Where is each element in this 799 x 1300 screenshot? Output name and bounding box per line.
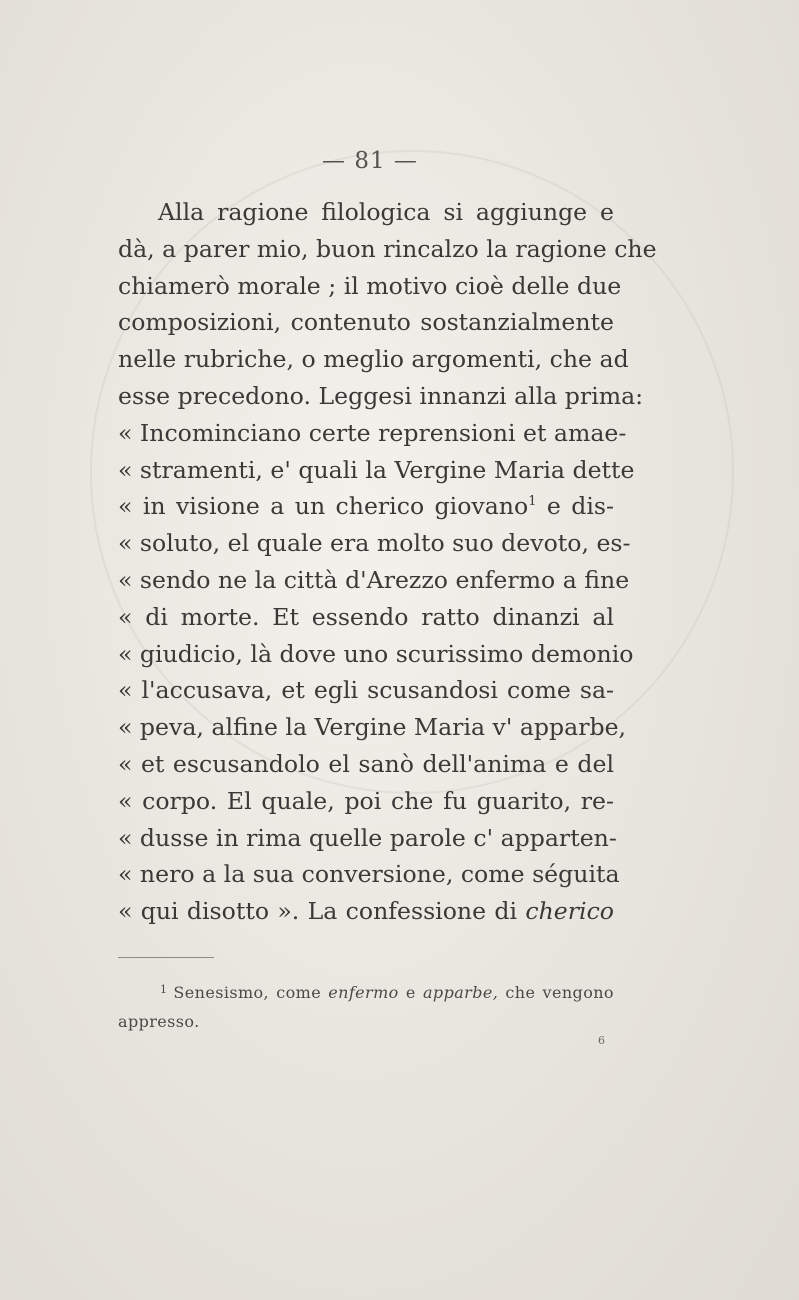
- text-line: esse precedono. Leggesi innanzi alla prima:: [118, 381, 644, 410]
- text-line: « Incominciano certe reprensioni et amae-: [118, 418, 627, 447]
- text-line: composizioni, contenuto sostanzialmente: [118, 308, 614, 337]
- text-segment: e dis-: [546, 492, 614, 521]
- italic-word: cherico: [525, 897, 614, 926]
- footnote-reference: 1: [528, 494, 537, 510]
- text-segment: « qui disotto ». La confessione di: [118, 897, 518, 926]
- footnote-italic: enfermo: [328, 983, 399, 1002]
- text-line: « di morte. Et essendo ratto dinanzi al: [118, 602, 614, 631]
- footnote-segment: e: [405, 983, 416, 1002]
- text-line-with-footnote-ref: [118, 488, 614, 525]
- footnote-marker: 1: [160, 983, 168, 996]
- text-line: Alla ragione filologica si aggiunge e: [158, 198, 614, 226]
- footnote: [118, 975, 614, 1036]
- text-line: dà, a parer mio, buon rincalzo la ragione che: [118, 234, 657, 263]
- text-line: « giudicio, là dove uno scurissimo demonio: [118, 639, 634, 668]
- text-line: « et escusandolo el sanò dell'anima e del: [118, 749, 614, 778]
- text-line: « stramenti, e' quali la Vergine Maria dette: [118, 455, 635, 484]
- text-line: nelle rubriche, o meglio argomenti, che ad: [118, 345, 629, 374]
- signature-mark: 6: [598, 1034, 605, 1047]
- text-line: « sendo ne la città d'Arezzo enfermo a fine: [118, 565, 630, 594]
- footnote-line: [118, 975, 614, 1007]
- footnote-segment: che vengono: [505, 983, 614, 1002]
- page-number: — 81 —: [322, 148, 418, 174]
- text-line: « nero a la sua conversione, come séguita: [118, 860, 620, 889]
- body-text: [118, 194, 657, 930]
- text-line: « soluto, el quale era molto suo devoto, es-: [118, 529, 631, 558]
- text-line: « dusse in rima quelle parole c' apparten-: [118, 823, 617, 852]
- text-line: « peva, alfine la Vergine Maria v' apparbe,: [118, 713, 627, 742]
- footnote-italic: apparbe,: [422, 983, 499, 1002]
- text-line: « l'accusava, et egli scusandosi come sa-: [118, 676, 614, 705]
- text-line-with-italic: [118, 893, 614, 930]
- footnote-divider: [118, 957, 214, 958]
- text-line: « corpo. El quale, poi che fu guarito, re-: [118, 786, 614, 815]
- text-line: chiamerò morale ; il motivo cioè delle due: [118, 271, 622, 300]
- footnote-segment: Senesismo, come: [173, 983, 322, 1002]
- text-segment: « in visione a un cherico giovano: [118, 492, 529, 521]
- footnote-line: appresso.: [118, 1012, 200, 1031]
